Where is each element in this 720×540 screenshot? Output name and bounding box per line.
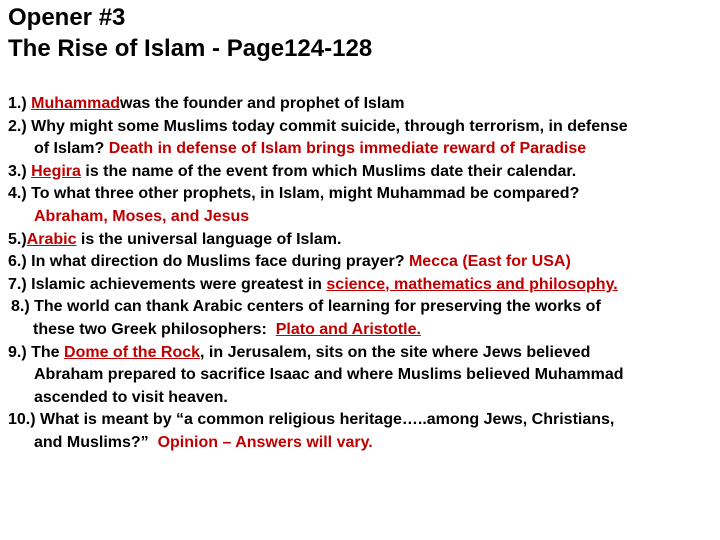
question-text: What is meant by “a common religious heritage…..among Jews, Christians, bbox=[40, 411, 615, 429]
answer-text: Mecca (East for USA) bbox=[408, 253, 571, 271]
answer-text: science, mathematics and philosophy. bbox=[326, 275, 618, 293]
item-number: 9.) bbox=[8, 343, 32, 361]
item-number: 7.) bbox=[8, 275, 32, 293]
title-line-2: The Rise of Islam - Page124-128 bbox=[8, 35, 373, 62]
list-item bbox=[8, 409, 716, 454]
answer-text: Arabic bbox=[26, 230, 77, 248]
list-item bbox=[8, 251, 716, 274]
list-item bbox=[8, 161, 716, 184]
question-text: The bbox=[31, 343, 65, 361]
question-text: of Islam? bbox=[34, 140, 105, 158]
item-text: is the universal language of Islam. bbox=[76, 230, 342, 248]
question-text: To what three other prophets, in Islam, might Muhammad be compared? bbox=[31, 185, 580, 203]
item-number: 2.) bbox=[8, 117, 32, 135]
question-text: ascended to visit heaven. bbox=[34, 388, 228, 406]
item-text: was the founder and prophet of Islam bbox=[120, 95, 405, 112]
answer-text: Plato and Aristotle. bbox=[275, 320, 421, 338]
answer-text: Hegira bbox=[31, 162, 81, 180]
question-text: Islamic achievements were greatest in bbox=[31, 275, 327, 293]
title-line-1: Opener #3 bbox=[8, 4, 126, 31]
list-item bbox=[8, 116, 716, 161]
list-item bbox=[8, 342, 716, 410]
answer-text: Opinion – Answers will vary. bbox=[157, 433, 373, 451]
list-item bbox=[8, 296, 716, 341]
item-number: 10.) bbox=[8, 411, 41, 429]
question-text: these two Greek philosophers: bbox=[33, 320, 267, 338]
item-number: 4.) bbox=[8, 185, 32, 203]
item-number: 3.) bbox=[8, 162, 32, 180]
question-text: In what direction do Muslims face during prayer? bbox=[31, 253, 405, 271]
page-title bbox=[8, 2, 372, 64]
item-number: 8.) bbox=[11, 298, 35, 316]
question-list bbox=[8, 93, 716, 455]
item-number: 1.) bbox=[8, 95, 32, 112]
answer-text: Death in defense of Islam brings immediate reward of Paradise bbox=[108, 140, 587, 158]
list-item bbox=[8, 229, 716, 252]
answer-text: Dome of the Rock bbox=[64, 343, 201, 361]
list-item bbox=[8, 93, 716, 116]
question-text: The world can thank Arabic centers of learning for preserving the works of bbox=[34, 298, 601, 316]
answer-text: Muhammad bbox=[31, 95, 121, 112]
item-text: is the name of the event from which Muslims date their calendar. bbox=[80, 162, 577, 180]
question-text: and Muslims?” bbox=[34, 433, 149, 451]
answer-text: Abraham, Moses, and Jesus bbox=[34, 207, 250, 225]
list-item bbox=[8, 274, 716, 297]
question-text: , in Jerusalem, sits on the site where Jews believed bbox=[200, 343, 591, 361]
question-text: Why might some Muslims today commit suicide, through terrorism, in defense bbox=[31, 117, 628, 135]
item-number: 5.) bbox=[8, 230, 27, 248]
list-item bbox=[8, 183, 716, 228]
question-text: Abraham prepared to sacrifice Isaac and where Muslims believed Muhammad bbox=[34, 366, 624, 384]
item-number: 6.) bbox=[8, 253, 32, 271]
